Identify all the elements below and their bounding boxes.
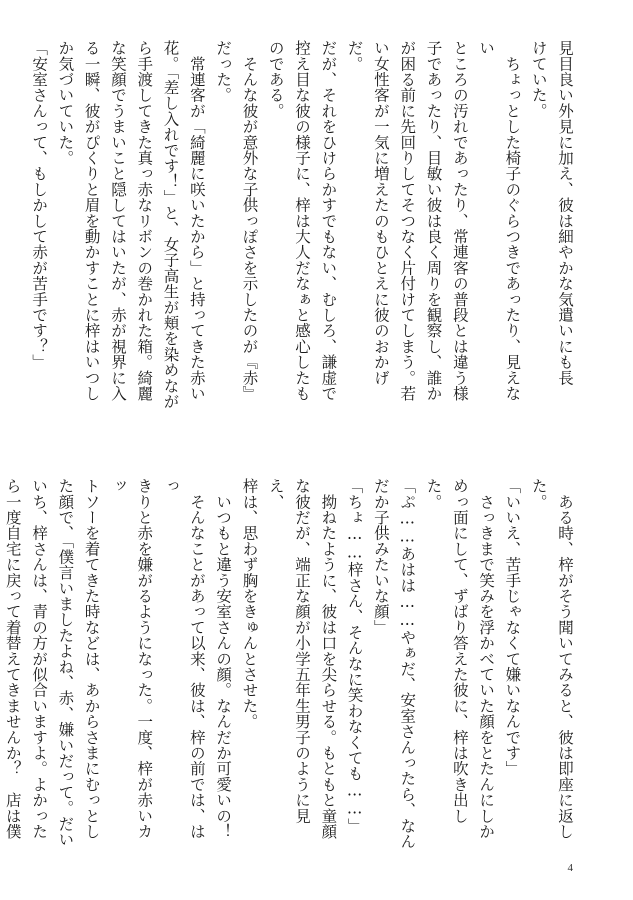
paragraph: さっきまで笑みを浮かべていた顔をとたんにしか めっ面にして、ずばり答えた彼に、梓は吹き出した。 [424, 478, 496, 840]
paragraph: 見目良い外見に加え、彼は細やかな気遣いにも長 けていた。 [529, 40, 574, 386]
paragraph: ある時、梓がそう聞いてみると、彼は即座に返した。 [529, 478, 574, 840]
paragraph: 「ぷ……あはは……やぁだ、安室さんったら、なん だか子供みたいな顔」 [371, 478, 417, 850]
upper-text-block [26, 40, 578, 415]
lower-text-block [0, 478, 578, 853]
paragraph: そんなことがあって以来、彼は、梓の前では、はっ きりと赤を嫌がるようになった。一度、梓が赤いカッ トソーを着てきた時などは、あからさまにむっとし た顔で、「僕言いましたよね、赤、嫌いだって。だい いち、梓さんは、青の方が似合いますよ。よかった ら一度自宅に戻って着替えてきませんか？ 店は僕 [3, 478, 206, 848]
paragraph: ちょっとした椅子のぐらつきであったり、見えない ところの汚れであったり、常連客の普段とは違う様 子であったり、目敏い彼は良く周りを観察し、誰か が困る前に先回りしてそつなく片付けてしまう。若 い女性客が一気に増えたのもひとえに彼のおかげだ。 だが、それをひけらかすでもない、むしろ、謙虚で 控え目な彼の様子に、梓は大人だなぁと感心したも のである。 [266, 40, 522, 402]
paragraph: 「安室さんって、もしかして赤が苦手です？」 [30, 40, 49, 370]
page-number: 4 [567, 862, 573, 874]
paragraph: そんな彼が意外な子供っぽさを示したのが『赤』 だった。 [214, 40, 259, 402]
paragraph: 拗ねたように、彼は口を尖らせる。もともと童顔 な彼だが、端正な顔が小学五年生男子のように見え、 梓は、思わず胸をきゅんとさせた。 [240, 478, 338, 840]
paragraph: 「ちょ……梓さん、そんなに笑わなくても……」 [345, 478, 364, 834]
paragraph: 「いいえ、苦手じゃなくて嫌いなんです」 [503, 478, 522, 777]
paragraph: いつもと違う安室さんの顔。なんだか可愛いの！ [214, 478, 233, 840]
paragraph: 常連客が「綺麗に咲いたから」と持ってきた赤い 花。「差し入れです！」と、女子高生が頬を染めなが ら手渡してきた真っ赤なリボンの巻かれた箱。綺麗 な笑顔でうまいこと隠してはいたが、赤が視界に入 る一瞬、彼がぴくりと眉を動かすことに梓はいつし か気づいていた。 [56, 40, 206, 410]
